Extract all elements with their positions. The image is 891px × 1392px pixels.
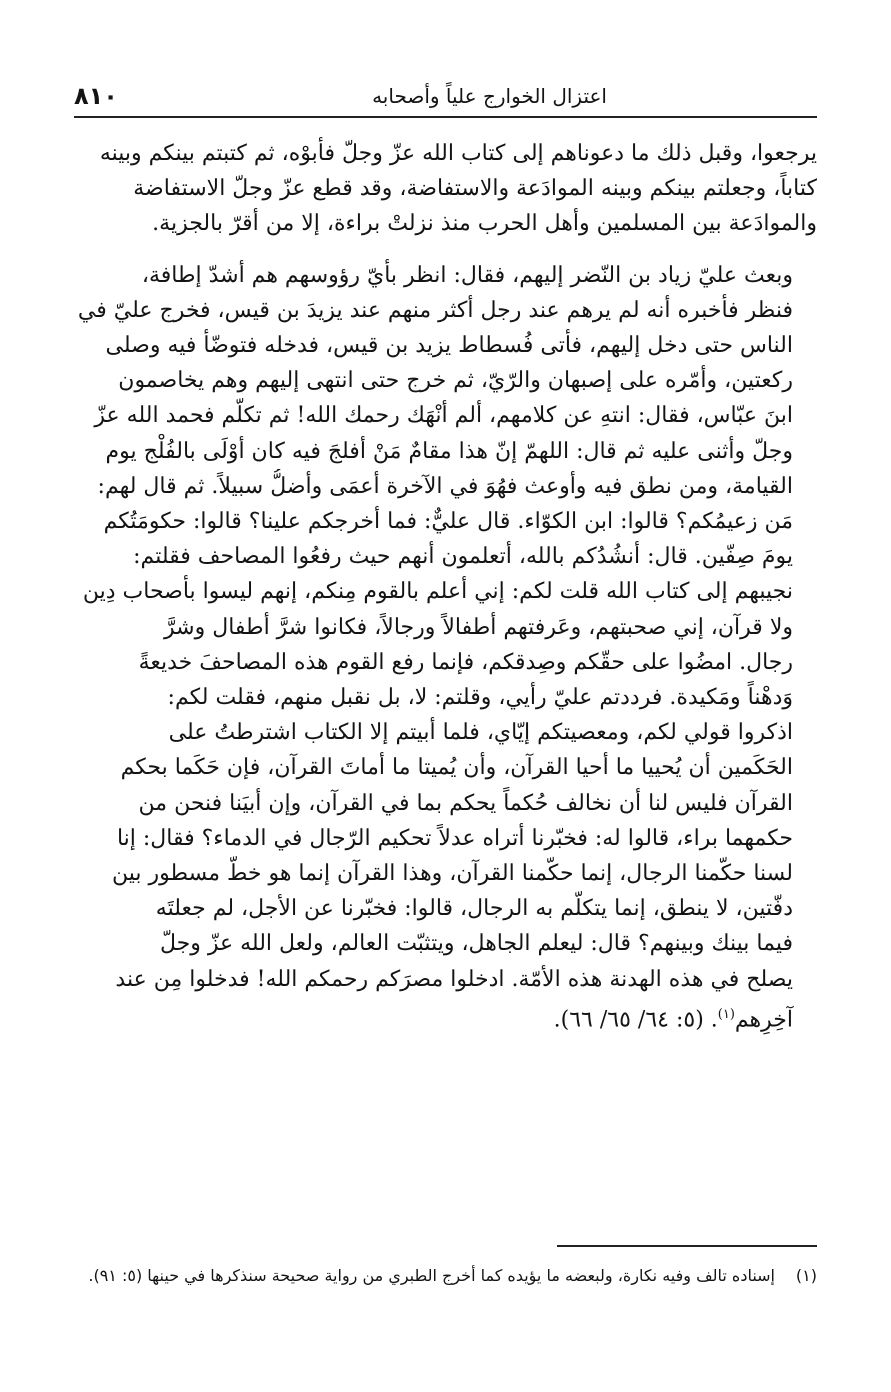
text-line: وجلّ وأثنى عليه ثم قال: اللهمّ إنّ هذا مقامٌ مَنْ أفلجَ فيه كان أوْلَى بالفُلْج يوم bbox=[105, 438, 793, 464]
last-line-text: آخِرِهم bbox=[734, 1007, 793, 1033]
footnote-divider bbox=[557, 1245, 817, 1247]
main-text bbox=[74, 136, 817, 1037]
text-line: ولا قرآن، إني صحبتهم، وعَرفتهم أطفالاً ورجالاً، فكانوا شرَّ أطفال وشرَّ bbox=[164, 614, 793, 640]
text-line: والموادَعة بين المسلمين وأهل الحرب منذ نزلتْ براءة، إلا من أقرّ بالجزية. bbox=[152, 211, 817, 237]
text-line: حكمهما براء، قالوا له: فخبّرنا أتراه عدلاً تحكيم الرّجال في الدماء؟ فقال: إنا bbox=[116, 825, 793, 851]
text-line: الحَكَمين أن يُحييا ما أحيا القرآن، وأن يُميتا ما أماتَ القرآن، فإن حَكَما بحكم bbox=[120, 755, 793, 781]
text-line: يرجعوا، وقبل ذلك ما دعوناهم إلى كتاب الله عزّ وجلّ فأبوْه، ثم كتبتم بينكم وبينه bbox=[99, 141, 817, 166]
text-line: فيما بينك وبينهم؟ قال: ليعلم الجاهل، ويتثبّت العالم، ولعل الله عزّ وجلّ bbox=[160, 931, 793, 957]
text-line: اذكروا قولي لكم، ومعصيتكم إيّاي، فلما أبيتم إلا الكتاب اشترطتُ على bbox=[168, 720, 793, 746]
text-line: يومَ صِفّين. قال: أنشُدُكم بالله، أتعلمون أنهم حيث رفعُوا المصاحف فقلتم: bbox=[133, 544, 793, 570]
source-reference: . (٥: ٦٤/ ٦٥/ ٦٦). bbox=[553, 1007, 718, 1033]
last-text-line bbox=[74, 997, 817, 1038]
footnote-reference: (١) bbox=[717, 1006, 735, 1022]
text-line: القرآن فليس لنا أن نخالف حُكماً يحكم بما في القرآن، وإن أبيَنا فنحن من bbox=[138, 790, 793, 816]
text-line: يصلح في هذه الهدنة هذه الأمّة. ادخلوا مصرَكم رحمكم الله! فدخلوا مِن عند bbox=[115, 966, 793, 992]
header-title: اعتزال الخوارج علياً وأصحابه bbox=[372, 84, 607, 108]
text-line: ركعتين، وأمّره على إصبهان والرّيّ، ثم خرج حتى انتهى إليهم وهم يخاصمون bbox=[118, 368, 793, 394]
footnote-item bbox=[74, 1262, 817, 1290]
paragraph-1 bbox=[74, 136, 817, 242]
text-line: الناس حتى دخل إليهم، فأتى فُسطاط يزيد بن قيس، فدخله فتوضّأ فيه وصلى bbox=[105, 333, 793, 359]
text-line: القيامة، ومن نطق فيه وأوعث فهُوَ في الآخرة أعمَى وأضلُّ سبيلاً. ثم قال لهم: bbox=[97, 473, 793, 499]
footnotes bbox=[74, 1262, 817, 1290]
page-number: ٨١٠ bbox=[74, 82, 118, 110]
text-line: مَن زعيمُكم؟ قالوا: ابن الكوّاء. قال عليٌّ: فما أخرجكم علينا؟ قالوا: حكومَتُكم bbox=[103, 509, 793, 535]
text-line: فنظر فأخبره أنه لم يرهم عند رجل أكثر منهم عند يزيدَ بن قيس، فخرج عليّ في bbox=[77, 297, 793, 323]
text-line: وَدهْناً ومَكيدة. فرددتم عليّ رأيي، وقلتم: لا، بل نقبل منهم، فقلت لكم: bbox=[167, 685, 793, 711]
footnote-text: إسناده تالف وفيه نكارة، ولبعضه ما يؤيده كما أخرج الطبري من رواية صحيحة سنذكرها في حينها (٥: ٩١). bbox=[88, 1266, 775, 1285]
page-header bbox=[74, 84, 817, 118]
text-line: ابنَ عبّاس، فقال: انتهِ عن كلامهم، ألم أنْهَك رحمك الله! ثم تكلّم فحمد الله عزّ bbox=[94, 403, 793, 429]
text-line: وبعث عليّ زياد بن النّضر إليهم، فقال: انظر بأيّ رؤوسهم هم أشدّ إطافة، bbox=[141, 262, 793, 288]
footnote-number: (١) bbox=[795, 1266, 817, 1285]
paragraph-2 bbox=[74, 258, 817, 1038]
text-line: رجال. امضُوا على حقّكم وصِدقكم، فإنما رفع القوم هذه المصاحفَ خديعةً bbox=[138, 649, 793, 675]
text-line: دفّتين، لا ينطق، إنما يتكلّم به الرجال، قالوا: فخبّرنا عن الأجل، لم جعلتَه bbox=[155, 896, 793, 922]
text-line: لسنا حكّمنا الرجال، إنما حكّمنا القرآن، وهذا القرآن إنما هو خطّ مسطور بين bbox=[112, 861, 793, 887]
text-line: كتاباً، وجعلتم بينكم وبينه الموادَعة والاستفاضة، وقد قطع عزّ وجلّ الاستفاضة bbox=[133, 176, 817, 202]
text-line: نجيبهم إلى كتاب الله قلت لكم: إني أعلم بالقوم مِنكم، إنهم ليسوا بأصحاب دِين bbox=[82, 579, 793, 605]
